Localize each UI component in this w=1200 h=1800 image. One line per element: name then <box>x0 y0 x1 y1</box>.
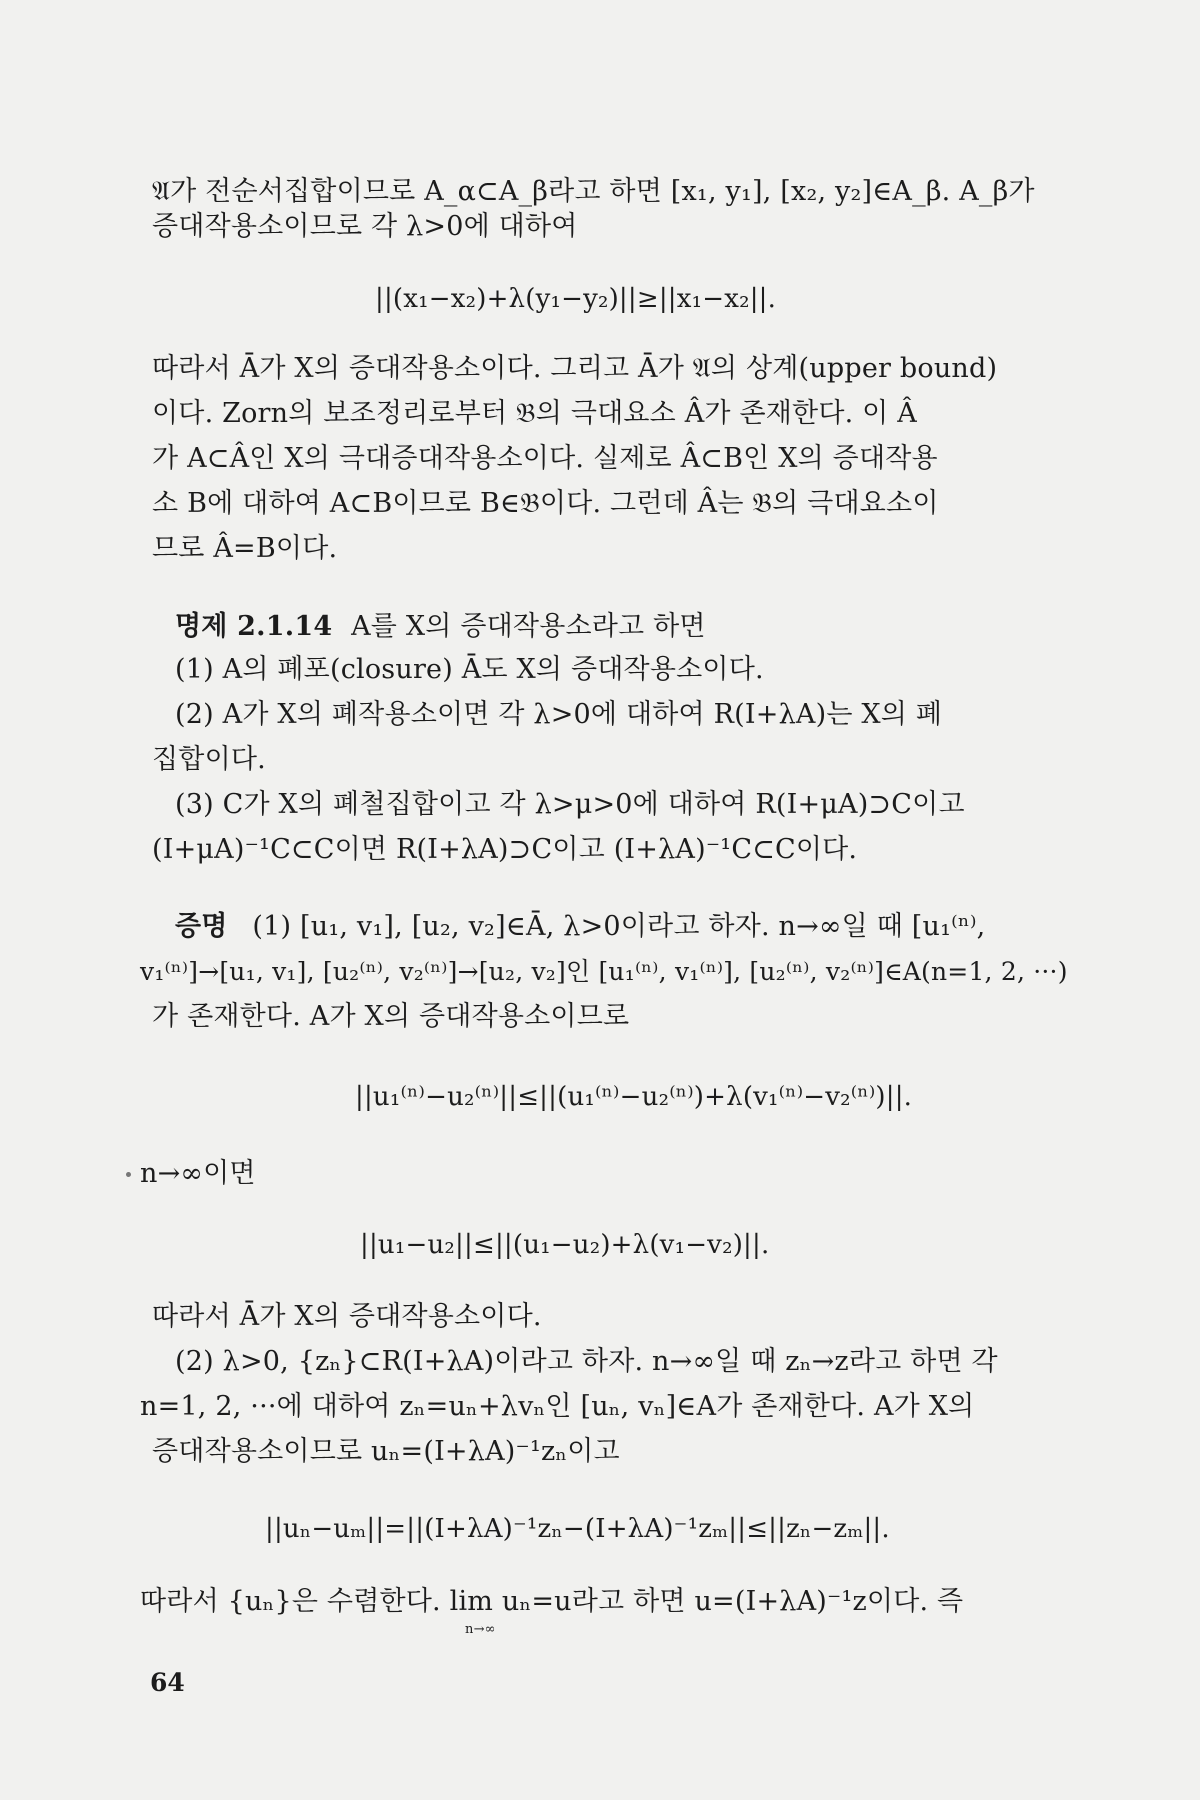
equation: ||u₁⁽ⁿ⁾−u₂⁽ⁿ⁾||≤||(u₁⁽ⁿ⁾−u₂⁽ⁿ⁾)+λ(v₁⁽ⁿ⁾−v₂⁽ⁿ⁾)||. <box>355 1082 913 1112</box>
proposition-statement: A를 X의 증대작용소라고 하면 <box>351 611 706 642</box>
equation: ||(x₁−x₂)+λ(y₁−y₂)||≥||x₁−x₂||. <box>375 284 777 314</box>
proposition-header <box>175 610 706 644</box>
text-line: 므로 Â=B이다. <box>152 533 338 564</box>
proposition-item: (1) A의 폐포(closure) Ā도 X의 증대작용소이다. <box>175 654 764 685</box>
proposition-item: (I+μA)⁻¹C⊂C이면 R(I+λA)⊃C이고 (I+λA)⁻¹C⊂C이다. <box>152 834 858 865</box>
proposition-label: 명제 2.1.14 <box>175 611 333 642</box>
proof-text: (1) [u₁, v₁], [u₂, v₂]∈Ā, λ>0이라고 하자. n→∞일 때 [u₁⁽ⁿ⁾, <box>252 911 986 942</box>
scan-artifact-dot <box>126 1172 131 1177</box>
text-line: 증대작용소이므로 각 λ>0에 대하여 <box>152 211 578 242</box>
text-line: 따라서 Ā가 X의 증대작용소이다. <box>152 1301 542 1332</box>
text-line: 소 B에 대하여 A⊂B이므로 B∈𝔅이다. 그런데 Â는 𝔅의 극대요소이 <box>152 488 939 519</box>
text-line: 가 A⊂Â인 X의 극대증대작용소이다. 실제로 Â⊂B인 X의 증대작용 <box>152 443 938 474</box>
proposition-item: 집합이다. <box>152 744 266 775</box>
text-line: 따라서 {uₙ}은 수렴한다. lim uₙ=u라고 하면 u=(I+λA)⁻¹z이다. 즉 <box>140 1586 964 1617</box>
text-line: 가 존재한다. A가 X의 증대작용소이므로 <box>152 1001 630 1032</box>
text-line: v₁⁽ⁿ⁾]→[u₁, v₁], [u₂⁽ⁿ⁾, v₂⁽ⁿ⁾]→[u₂, v₂]인 [u₁⁽ⁿ⁾, v₁⁽ⁿ⁾], [u₂⁽ⁿ⁾, v₂⁽ⁿ⁾]∈A(n=1, 2, ···) <box>140 957 1068 986</box>
text-line: 이다. Zorn의 보조정리로부터 𝔅의 극대요소 Â가 존재한다. 이 Â <box>152 398 917 429</box>
text-line: 따라서 Ā가 X의 증대작용소이다. 그리고 Ā가 𝔄의 상계(upper bound) <box>152 353 998 384</box>
proposition-item: (2) A가 X의 폐작용소이면 각 λ>0에 대하여 R(I+λA)는 X의 폐 <box>175 699 943 730</box>
equation: ||uₙ−uₘ||=||(I+λA)⁻¹zₙ−(I+λA)⁻¹zₘ||≤||zₙ−zₘ||. <box>265 1514 890 1544</box>
proposition-item: (3) C가 X의 폐철집합이고 각 λ>μ>0에 대하여 R(I+μA)⊃C이고 <box>175 789 965 820</box>
page-number: 64 <box>150 1668 185 1697</box>
proof-label: 증명 <box>175 911 228 942</box>
limit-subscript: n→∞ <box>465 1622 496 1637</box>
text-line: n→∞이면 <box>140 1158 256 1189</box>
text-line: 𝔄가 전순서집합이므로 A_α⊂A_β라고 하면 [x₁, y₁], [x₂, y₂]∈A_β. A_β가 <box>152 176 1035 207</box>
equation: ||u₁−u₂||≤||(u₁−u₂)+λ(v₁−v₂)||. <box>360 1230 770 1260</box>
proof-first-line <box>175 910 985 944</box>
text-line: 증대작용소이므로 uₙ=(I+λA)⁻¹zₙ이고 <box>152 1436 620 1467</box>
text-line: n=1, 2, ···에 대하여 zₙ=uₙ+λvₙ인 [uₙ, vₙ]∈A가 존재한다. A가 X의 <box>140 1391 975 1422</box>
text-line: (2) λ>0, {zₙ}⊂R(I+λA)이라고 하자. n→∞일 때 zₙ→z라고 하면 각 <box>175 1346 998 1377</box>
